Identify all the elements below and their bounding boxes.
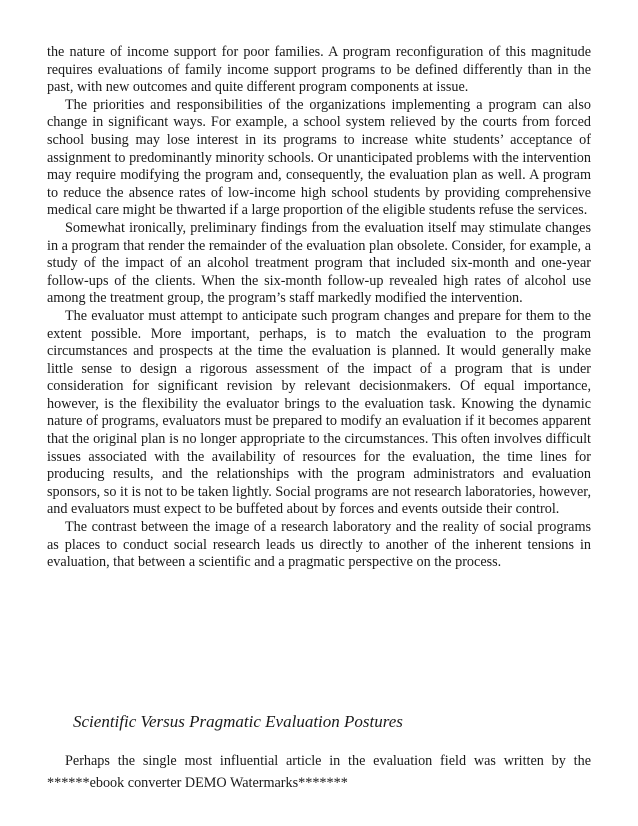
paragraph-influential-article: Perhaps the single most influential article in the evaluation field was written by the xyxy=(65,753,591,769)
watermark-text: ******ebook converter DEMO Watermarks******* xyxy=(47,775,348,791)
section-heading: Scientific Versus Pragmatic Evaluation Postures xyxy=(73,712,403,731)
body-text xyxy=(47,44,591,572)
paragraph-contrast: The contrast between the image of a research laboratory and the reality of social programs as places to conduct social research leads us directly to another of the inherent tensions in evaluation, that between a scientific and a pragmatic perspective on the process. xyxy=(47,519,591,571)
paragraph-preliminary-findings: Somewhat ironically, preliminary findings from the evaluation itself may stimulate changes in a program that render the remainder of the evaluation plan obsolete. Consider, for example, a study of the impact of an alcohol treatment program that included six-month and one-year follow-ups of the clients. When the six-month follow-up revealed high rates of alcohol use among the treatment group, the program’s staff markedly modified the intervention. xyxy=(47,219,591,307)
paragraph-continuation: the nature of income support for poor families. A program reconfiguration of this magnitude requires evaluations of family income support programs to be defined differently than in the past, with new outcomes and quite different program components at issue. xyxy=(47,44,591,96)
paragraph-anticipate-changes: The evaluator must attempt to anticipate such program changes and prepare for them to the extent possible. More important, perhaps, is to match the evaluation to the program circumstances and prospects at the time the evaluation is planned. It would generally make little sense to design a rigorous assessment of the impact of a program that is under consideration for significant revision by relevant decisionmakers. Of equal importance, however, is the flexibility the evaluator brings to the evaluation task. Knowing the dynamic nature of programs, evaluators must be prepared to modify an evaluation if it becomes apparent that the original plan is no longer appropriate to the circumstances. This often involves difficult issues associated with the availability of resources for the evaluation, the time lines for producing results, and the relationships with the program administrators and evaluation sponsors, so it is not to be taken lightly. Social programs are not research laboratories, however, and evaluators must expect to be buffeted about by forces and events outside their control. xyxy=(47,307,591,518)
paragraph-priorities: The priorities and responsibilities of the organizations implementing a program can also change in significant ways. For example, a school system relieved by the courts from forced school busing may lose interest in its programs to increase white students’ acceptance of assignment to predominantly minority schools. Or unanticipated problems with the intervention may require modifying the program and, consequently, the evaluation plan as well. A program to reduce the absence rates of low-income high school students by providing comprehensive medical care might be thwarted if a large proportion of the eligible students refuse the services. xyxy=(47,96,591,219)
